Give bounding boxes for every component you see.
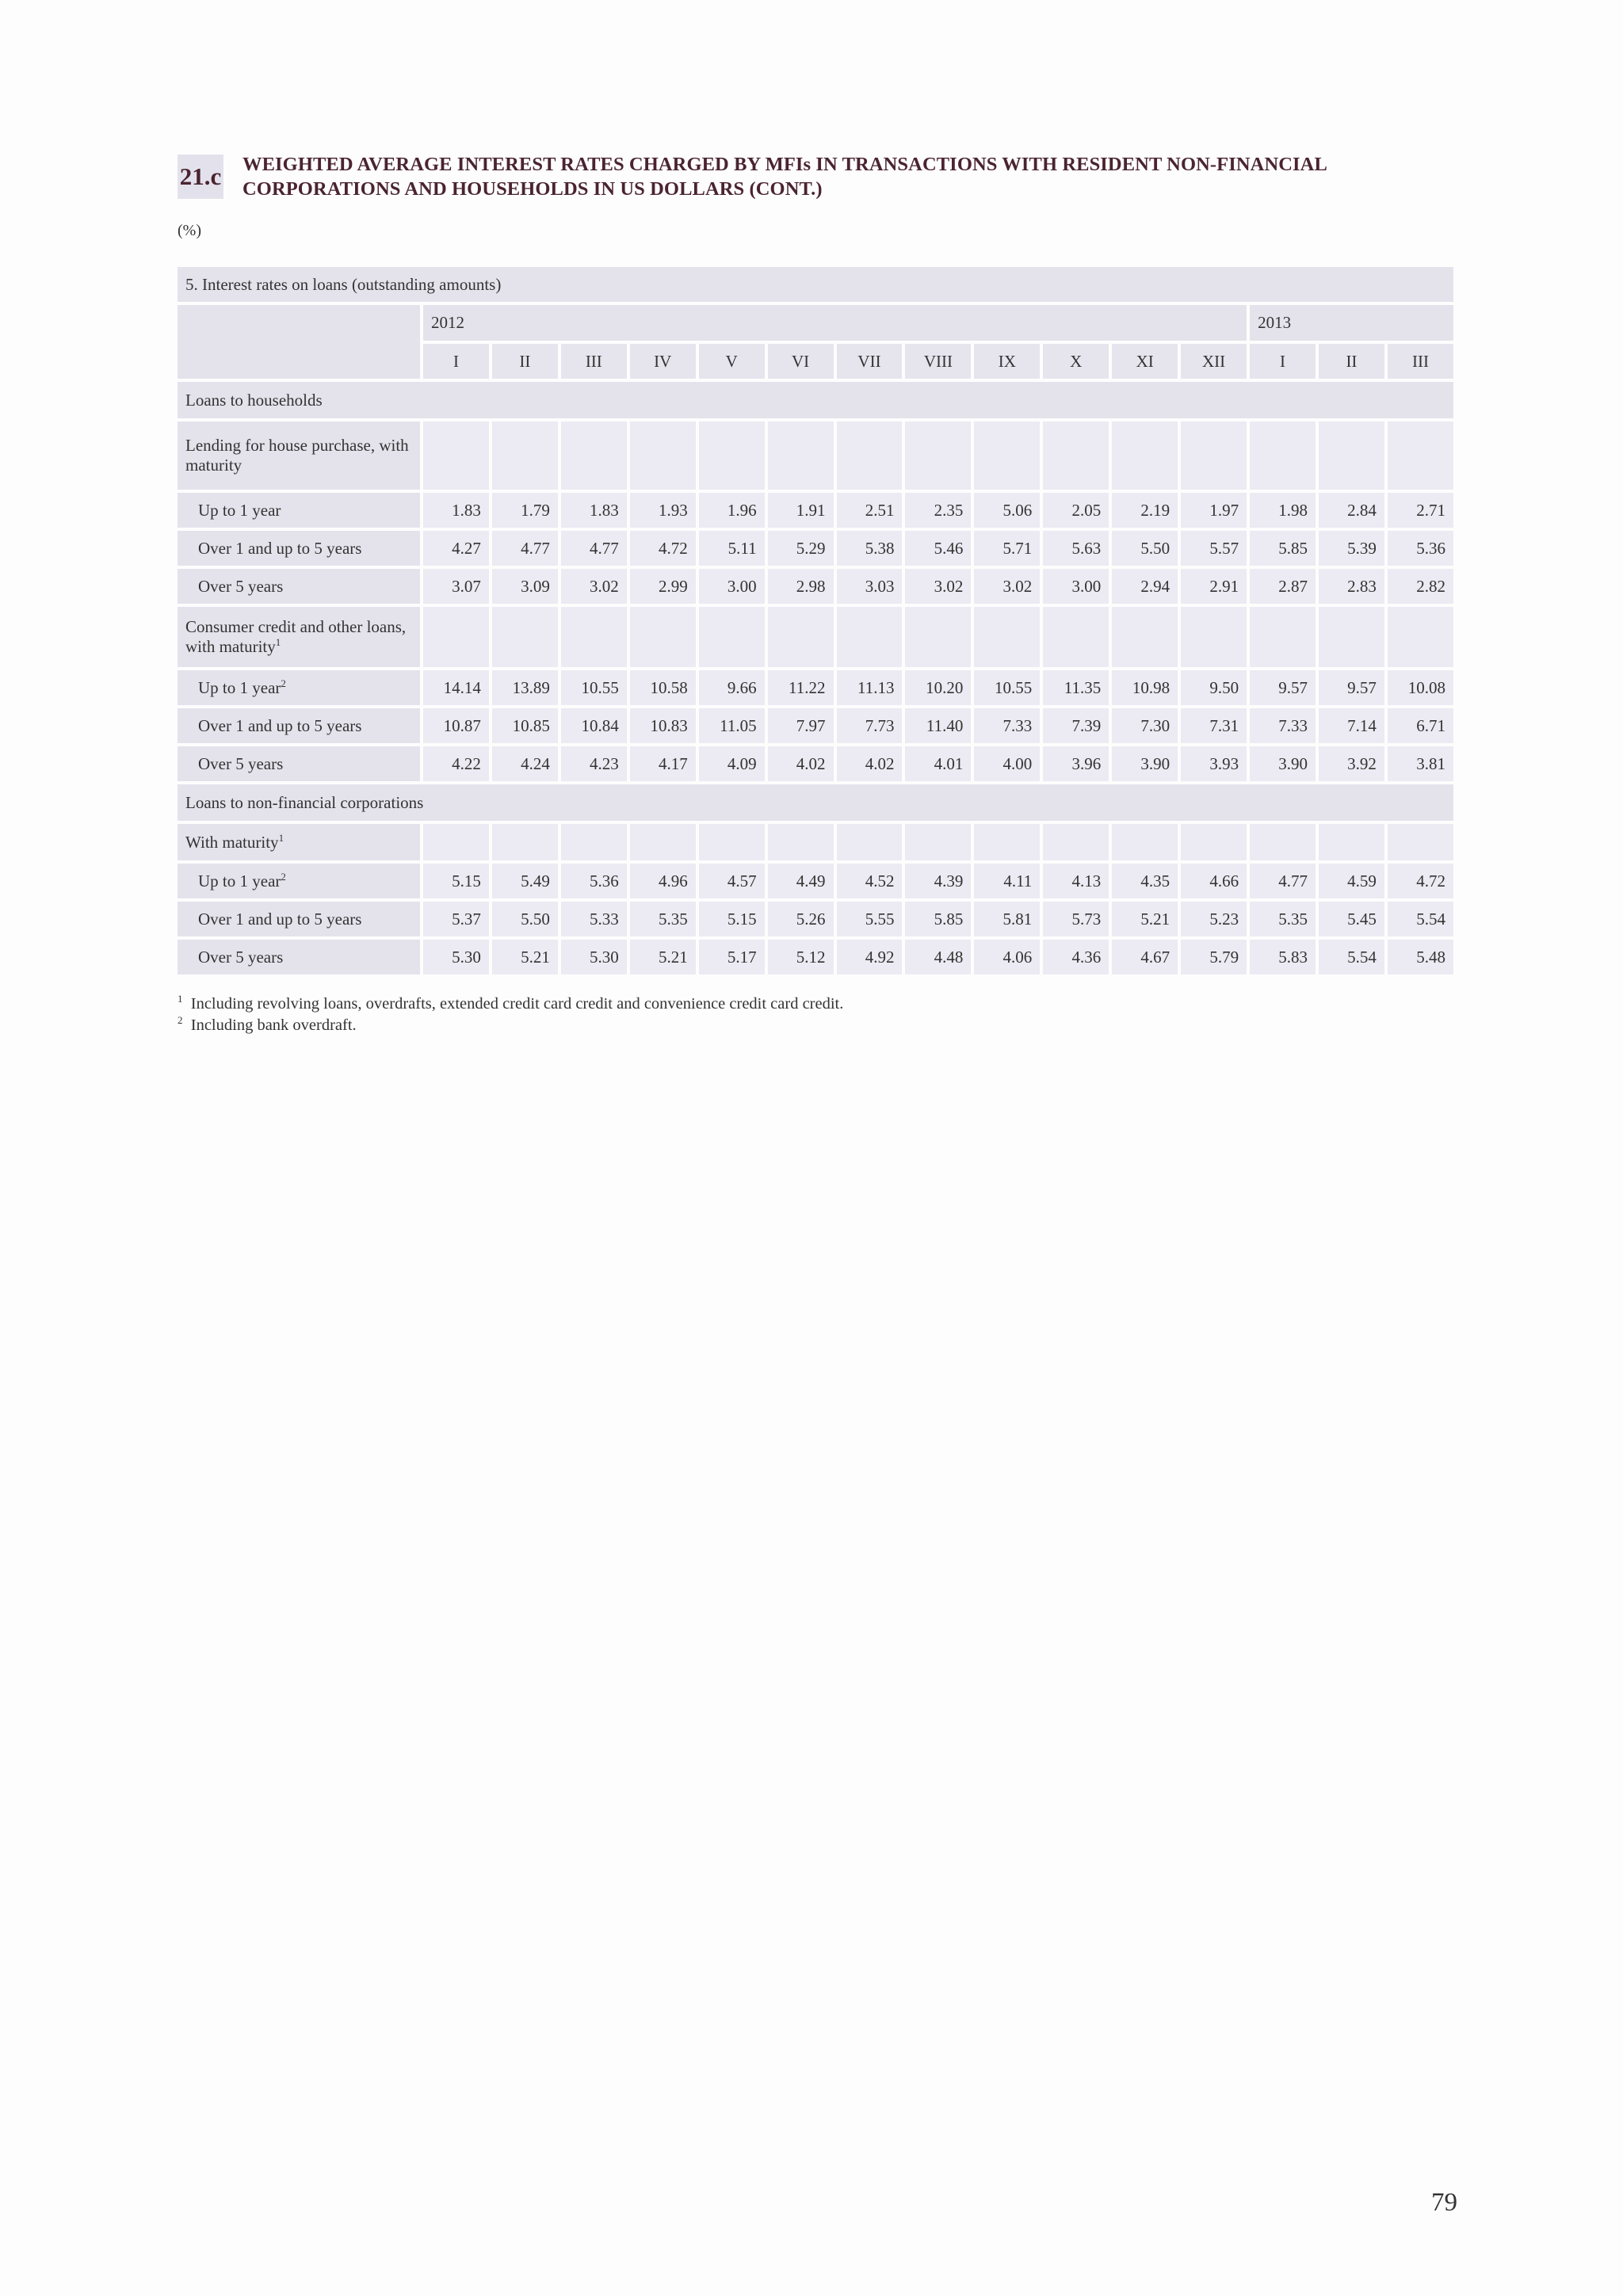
empty-cell: [974, 824, 1040, 860]
empty-cell: [492, 421, 558, 490]
value-cell: 1.83: [561, 493, 627, 528]
empty-cell: [492, 607, 558, 667]
value-cell: 4.22: [423, 746, 489, 781]
value-cell: 2.98: [768, 569, 834, 604]
value-cell: 4.49: [768, 864, 834, 898]
value-cell: 10.58: [630, 670, 696, 705]
empty-cell: [423, 421, 489, 490]
value-cell: 3.96: [1043, 746, 1109, 781]
table-header: [178, 152, 1461, 203]
value-cell: 7.97: [768, 708, 834, 743]
value-cell: 1.97: [1181, 493, 1247, 528]
value-cell: 5.36: [561, 864, 627, 898]
empty-cell: [1112, 824, 1178, 860]
footnote-1: $^1$ Including revolving loans, overdrafts, extended credit card credit and convenience credit card credit.: [178, 993, 844, 1013]
value-cell: 10.98: [1112, 670, 1178, 705]
empty-cell: [561, 607, 627, 667]
value-cell: 7.73: [837, 708, 903, 743]
empty-cell: [423, 824, 489, 860]
section-title-label: 5. Interest rates on loans (outstanding amounts): [178, 267, 1453, 302]
row-label: [178, 569, 420, 604]
footnote-ref: 2: [281, 870, 286, 883]
table-row: [178, 864, 1453, 898]
households-heading: [178, 382, 1453, 418]
value-cell: 5.39: [1319, 531, 1384, 566]
empty-cell: [1319, 824, 1384, 860]
value-cell: 4.72: [630, 531, 696, 566]
consumer-credit-heading: [178, 607, 1453, 667]
value-cell: 11.35: [1043, 670, 1109, 705]
value-cell: 10.20: [905, 670, 971, 705]
nfc-heading: [178, 784, 1453, 821]
month-header: I: [423, 344, 489, 379]
value-cell: 9.57: [1250, 670, 1316, 705]
row-label: [178, 493, 420, 528]
value-cell: 4.11: [974, 864, 1040, 898]
value-cell: 5.81: [974, 902, 1040, 936]
value-cell: 5.50: [492, 902, 558, 936]
value-cell: 2.99: [630, 569, 696, 604]
empty-cell: [974, 607, 1040, 667]
value-cell: 11.40: [905, 708, 971, 743]
value-cell: 2.87: [1250, 569, 1316, 604]
value-cell: 3.03: [837, 569, 903, 604]
value-cell: 3.90: [1250, 746, 1316, 781]
value-cell: 4.77: [1250, 864, 1316, 898]
empty-cell: [1388, 421, 1453, 490]
value-cell: 5.29: [768, 531, 834, 566]
row-label-text: Consumer credit and other loans, with maturity: [185, 617, 407, 656]
value-cell: 4.52: [837, 864, 903, 898]
empty-cell: [699, 421, 765, 490]
value-cell: 13.89: [492, 670, 558, 705]
row-label: [178, 902, 420, 936]
table-row: [178, 531, 1453, 566]
row-label: [178, 940, 420, 974]
nfc-maturity-heading-label: [178, 824, 420, 860]
empty-cell: [768, 824, 834, 860]
value-cell: 4.59: [1319, 864, 1384, 898]
value-cell: 5.38: [837, 531, 903, 566]
row-label-text: Over 1 and up to 5 years: [198, 715, 362, 735]
month-header: XI: [1112, 344, 1178, 379]
value-cell: 3.02: [905, 569, 971, 604]
table-row: [178, 569, 1453, 604]
value-cell: 3.00: [699, 569, 765, 604]
house-purchase-heading: [178, 421, 1453, 490]
value-cell: 4.66: [1181, 864, 1247, 898]
empty-cell: [630, 421, 696, 490]
value-cell: 2.71: [1388, 493, 1453, 528]
empty-cell: [837, 607, 903, 667]
value-cell: 3.07: [423, 569, 489, 604]
value-cell: 5.36: [1388, 531, 1453, 566]
value-cell: 5.79: [1181, 940, 1247, 974]
value-cell: 5.55: [837, 902, 903, 936]
empty-cell: [1181, 607, 1247, 667]
empty-cell: [630, 607, 696, 667]
row-label: [178, 746, 420, 781]
table-row: [178, 493, 1453, 528]
empty-cell: [837, 421, 903, 490]
month-header: I: [1250, 344, 1316, 379]
value-cell: 3.02: [974, 569, 1040, 604]
value-cell: 5.21: [492, 940, 558, 974]
table-code-badge: 21.c: [178, 154, 223, 199]
value-cell: 4.96: [630, 864, 696, 898]
value-cell: 5.11: [699, 531, 765, 566]
value-cell: 3.81: [1388, 746, 1453, 781]
value-cell: 4.48: [905, 940, 971, 974]
row-label: [178, 670, 420, 705]
value-cell: 2.94: [1112, 569, 1178, 604]
row-label: [178, 864, 420, 898]
value-cell: 5.54: [1388, 902, 1453, 936]
month-header: II: [492, 344, 558, 379]
row-label-text: Up to 1 year: [198, 500, 281, 520]
value-cell: 4.06: [974, 940, 1040, 974]
value-cell: 4.24: [492, 746, 558, 781]
value-cell: 5.21: [1112, 902, 1178, 936]
value-cell: 5.12: [768, 940, 834, 974]
value-cell: 2.05: [1043, 493, 1109, 528]
value-cell: 5.30: [561, 940, 627, 974]
value-cell: 2.83: [1319, 569, 1384, 604]
value-cell: 3.93: [1181, 746, 1247, 781]
month-header: V: [699, 344, 765, 379]
month-header: VII: [837, 344, 903, 379]
year-row: [178, 305, 1453, 341]
empty-cell: [768, 421, 834, 490]
value-cell: 2.84: [1319, 493, 1384, 528]
value-cell: 2.91: [1181, 569, 1247, 604]
value-cell: 5.37: [423, 902, 489, 936]
month-header: II: [1319, 344, 1384, 379]
value-cell: 5.71: [974, 531, 1040, 566]
empty-cell: [1388, 824, 1453, 860]
empty-cell: [1181, 824, 1247, 860]
unit-label: (%): [178, 222, 201, 239]
row-label-text: Over 5 years: [198, 947, 284, 967]
value-cell: 5.17: [699, 940, 765, 974]
value-cell: 4.09: [699, 746, 765, 781]
empty-cell: [905, 607, 971, 667]
empty-cell: [905, 421, 971, 490]
value-cell: 1.93: [630, 493, 696, 528]
empty-cell: [1319, 421, 1384, 490]
value-cell: 7.33: [974, 708, 1040, 743]
value-cell: 10.85: [492, 708, 558, 743]
value-cell: 4.00: [974, 746, 1040, 781]
value-cell: 4.13: [1043, 864, 1109, 898]
value-cell: 1.91: [768, 493, 834, 528]
empty-cell: [1388, 607, 1453, 667]
value-cell: 4.27: [423, 531, 489, 566]
value-cell: 4.92: [837, 940, 903, 974]
value-cell: 5.26: [768, 902, 834, 936]
footnote-ref: 1: [278, 831, 285, 844]
nfc-heading-label: Loans to non-financial corporations: [178, 784, 1453, 821]
value-cell: 9.57: [1319, 670, 1384, 705]
footnote-2: $^2$ Including bank overdraft.: [178, 1014, 357, 1034]
value-cell: 4.23: [561, 746, 627, 781]
value-cell: 2.35: [905, 493, 971, 528]
value-cell: 9.50: [1181, 670, 1247, 705]
empty-cell: [1319, 607, 1384, 667]
value-cell: 5.50: [1112, 531, 1178, 566]
corner-cell: [178, 305, 420, 379]
value-cell: 4.67: [1112, 940, 1178, 974]
interest-rates-table: [174, 264, 1457, 978]
empty-cell: [837, 824, 903, 860]
value-cell: 4.39: [905, 864, 971, 898]
value-cell: 10.55: [974, 670, 1040, 705]
table-row: [178, 940, 1453, 974]
value-cell: 10.84: [561, 708, 627, 743]
empty-cell: [974, 421, 1040, 490]
value-cell: 5.15: [423, 864, 489, 898]
footnote-ref: 2: [281, 677, 286, 689]
footnote-ref: 1: [275, 636, 281, 648]
empty-cell: [905, 824, 971, 860]
row-label-text: Lending for house purchase, with maturity: [185, 436, 409, 475]
value-cell: 7.14: [1319, 708, 1384, 743]
value-cell: 5.35: [1250, 902, 1316, 936]
empty-cell: [1250, 421, 1316, 490]
value-cell: 5.35: [630, 902, 696, 936]
row-label-text: Over 1 and up to 5 years: [198, 909, 362, 929]
value-cell: 5.06: [974, 493, 1040, 528]
value-cell: 7.30: [1112, 708, 1178, 743]
table-row: [178, 746, 1453, 781]
empty-cell: [768, 607, 834, 667]
value-cell: 5.63: [1043, 531, 1109, 566]
value-cell: 5.30: [423, 940, 489, 974]
row-label-text: With maturity: [185, 832, 279, 852]
empty-cell: [1043, 824, 1109, 860]
value-cell: 5.83: [1250, 940, 1316, 974]
value-cell: 5.15: [699, 902, 765, 936]
consumer-credit-heading-label: [178, 607, 420, 667]
month-header: VIII: [905, 344, 971, 379]
value-cell: 11.22: [768, 670, 834, 705]
value-cell: 5.48: [1388, 940, 1453, 974]
empty-cell: [630, 824, 696, 860]
value-cell: 2.51: [837, 493, 903, 528]
value-cell: 5.57: [1181, 531, 1247, 566]
value-cell: 5.33: [561, 902, 627, 936]
value-cell: 7.33: [1250, 708, 1316, 743]
value-cell: 1.98: [1250, 493, 1316, 528]
value-cell: 10.55: [561, 670, 627, 705]
value-cell: 3.90: [1112, 746, 1178, 781]
empty-cell: [1181, 421, 1247, 490]
value-cell: 5.54: [1319, 940, 1384, 974]
row-label-text: Over 5 years: [198, 753, 284, 773]
value-cell: 1.83: [423, 493, 489, 528]
value-cell: 6.71: [1388, 708, 1453, 743]
value-cell: 4.01: [905, 746, 971, 781]
value-cell: 5.46: [905, 531, 971, 566]
row-label-text: Up to 1 year: [198, 677, 281, 697]
value-cell: 5.49: [492, 864, 558, 898]
page-number: 79: [1431, 2188, 1457, 2217]
value-cell: 3.92: [1319, 746, 1384, 781]
month-header: III: [561, 344, 627, 379]
value-cell: 3.09: [492, 569, 558, 604]
value-cell: 4.72: [1388, 864, 1453, 898]
year-2012: 2012: [423, 305, 1247, 341]
empty-cell: [492, 824, 558, 860]
value-cell: 5.21: [630, 940, 696, 974]
row-label-text: Over 5 years: [198, 576, 284, 596]
year-2013: 2013: [1250, 305, 1453, 341]
value-cell: 5.23: [1181, 902, 1247, 936]
value-cell: 4.36: [1043, 940, 1109, 974]
value-cell: 5.45: [1319, 902, 1384, 936]
table-title: WEIGHTED AVERAGE INTEREST RATES CHARGED BY MFIs IN TRANSACTIONS WITH RESIDENT NON-FINANCIAL CORPORATIONS AND HOUSEHOLDS IN US DOLLARS (CONT.): [242, 154, 1327, 200]
value-cell: 7.31: [1181, 708, 1247, 743]
empty-cell: [423, 607, 489, 667]
value-cell: 2.19: [1112, 493, 1178, 528]
empty-cell: [561, 824, 627, 860]
empty-cell: [1043, 607, 1109, 667]
value-cell: 9.66: [699, 670, 765, 705]
footnotes: [178, 994, 843, 1036]
empty-cell: [699, 824, 765, 860]
value-cell: 10.08: [1388, 670, 1453, 705]
value-cell: 4.02: [837, 746, 903, 781]
value-cell: 2.82: [1388, 569, 1453, 604]
value-cell: 14.14: [423, 670, 489, 705]
empty-cell: [1043, 421, 1109, 490]
house-purchase-heading-label: [178, 421, 420, 490]
table-row: [178, 708, 1453, 743]
empty-cell: [1250, 824, 1316, 860]
month-header: VI: [768, 344, 834, 379]
value-cell: 11.13: [837, 670, 903, 705]
section-title: [178, 267, 1453, 302]
value-cell: 3.02: [561, 569, 627, 604]
table-row: [178, 902, 1453, 936]
value-cell: 5.73: [1043, 902, 1109, 936]
value-cell: 3.00: [1043, 569, 1109, 604]
value-cell: 1.96: [699, 493, 765, 528]
month-header: III: [1388, 344, 1453, 379]
value-cell: 10.87: [423, 708, 489, 743]
value-cell: 5.85: [1250, 531, 1316, 566]
value-cell: 11.05: [699, 708, 765, 743]
value-cell: 10.83: [630, 708, 696, 743]
table-row: [178, 670, 1453, 705]
month-header: IX: [974, 344, 1040, 379]
month-header: XII: [1181, 344, 1247, 379]
empty-cell: [1250, 607, 1316, 667]
value-cell: 4.57: [699, 864, 765, 898]
value-cell: 4.77: [561, 531, 627, 566]
row-label-text: Up to 1 year: [198, 871, 281, 891]
empty-cell: [1112, 607, 1178, 667]
value-cell: 4.77: [492, 531, 558, 566]
households-heading-label: Loans to households: [178, 382, 1453, 418]
month-header: X: [1043, 344, 1109, 379]
value-cell: 5.85: [905, 902, 971, 936]
value-cell: 1.79: [492, 493, 558, 528]
value-cell: 4.17: [630, 746, 696, 781]
row-label-text: Over 1 and up to 5 years: [198, 538, 362, 558]
row-label: [178, 708, 420, 743]
empty-cell: [1112, 421, 1178, 490]
month-header: IV: [630, 344, 696, 379]
value-cell: 7.39: [1043, 708, 1109, 743]
value-cell: 4.35: [1112, 864, 1178, 898]
value-cell: 4.02: [768, 746, 834, 781]
row-label: [178, 531, 420, 566]
empty-cell: [561, 421, 627, 490]
empty-cell: [699, 607, 765, 667]
nfc-maturity-heading: [178, 824, 1453, 860]
